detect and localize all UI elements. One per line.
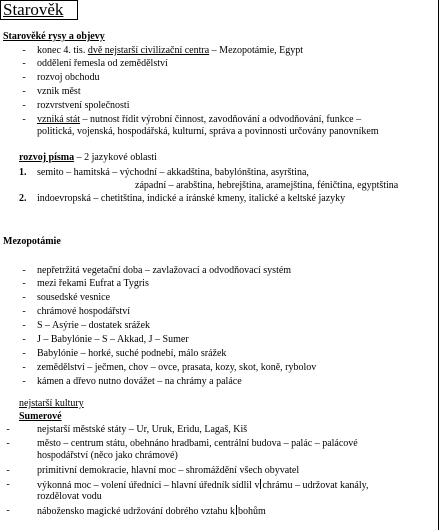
bullet-dash: - <box>22 292 26 303</box>
bullet-dash: - <box>22 278 26 289</box>
list-item: nábožensko magické udržování dobrého vztahu k bohům <box>37 506 266 517</box>
list-item: kámen a dřevo nutno dovážet – na chrámy a paláce <box>37 376 242 387</box>
list-item: J – Babylónie – S – Akkad, J – Sumer <box>37 334 189 345</box>
bullet-dash: - <box>22 72 26 83</box>
list-number: 2. <box>19 193 27 204</box>
list-item: S – Asýrie – dostatek srážek <box>37 320 151 331</box>
list-item: primitivní demokracie, hlavní moc – shromáždění všech obyvatel <box>37 465 300 476</box>
list-item: nejstarší městské státy – Ur, Uruk, Eridu, Lagaš, Kiš <box>37 424 248 435</box>
bullet-dash: - <box>22 100 26 111</box>
list-item-continuation: hospodářství (něco jako chrámové) <box>37 450 178 461</box>
list-item: sousedské vesnice <box>37 292 111 303</box>
text-cursor <box>236 505 237 515</box>
bullet-dash: - <box>22 306 26 317</box>
list-item: nepřetržitá vegetační doba – zavlažovací a odvodňovací systém <box>37 265 292 276</box>
bullet-dash: - <box>22 86 26 97</box>
subsection-heading-nejstarsi-kultury: nejstarší kultury <box>19 398 84 409</box>
subsection-heading-sumerove: Sumerové <box>19 411 62 422</box>
list-item: výkonná moc – volení úředníci – hlavní úředník sídlil v chrámu – udržovat kanály, <box>37 480 369 491</box>
bullet-dash: - <box>6 438 10 449</box>
list-item: chrámové hospodářství <box>37 306 131 317</box>
bullet-dash: - <box>22 348 26 359</box>
bullet-dash: - <box>22 58 26 69</box>
list-item: vznik měst <box>37 86 81 97</box>
bullet-dash: - <box>6 424 10 435</box>
list-item: oddělení řemesla od zemědělství <box>37 58 168 69</box>
list-item: zemědělství – ječmen, chov – ovce, prasata, kozy, skot, koně, rybolov <box>37 362 317 373</box>
list-item: konec 4. tis. dvě nejstarší civilizační centra – Mezopotámie, Egypt <box>37 45 304 56</box>
list-number: 1. <box>19 167 27 178</box>
bullet-dash: - <box>22 362 26 373</box>
paragraph-rozvoj-pisma: rozvoj písma – 2 jazykové oblasti <box>19 152 157 163</box>
bullet-dash: - <box>22 265 26 276</box>
section-heading-starovek-rysy: Starověké rysy a objevy <box>3 31 105 42</box>
document-title: Starověk <box>0 0 78 20</box>
list-item: vzniká stát – nutnost řídit výrobní činnost, zavodňování a odvodňování, funkce – <box>37 114 362 125</box>
bullet-dash: - <box>6 505 10 516</box>
language-group-1-continuation: západní – arabština, hebrejština, aramejština, féničtina, egyptština <box>135 180 399 191</box>
bullet-dash: - <box>22 320 26 331</box>
section-heading-mezopotamie: Mezopotámie <box>3 236 61 247</box>
list-item: rozvrstvení společnosti <box>37 100 130 111</box>
list-item: Babylónie – horké, suché podnebí, málo srážek <box>37 348 227 359</box>
bullet-dash: - <box>22 334 26 345</box>
bullet-dash: - <box>6 465 10 476</box>
list-item-continuation: politická, vojenská, hospodářská, kulturní, správa a povinnosti určovány panovníkem <box>37 126 379 137</box>
list-item: mezi řekami Eufrat a Tygris <box>37 278 149 289</box>
list-item: rozvoj obchodu <box>37 72 100 83</box>
bullet-dash: - <box>22 45 26 56</box>
list-item-continuation: rozdělovat vodu <box>37 491 102 502</box>
bullet-dash: - <box>6 479 10 490</box>
list-item: město – centrum státu, obehnáno hradbami, centrální budova – palác – palácové <box>37 438 358 449</box>
language-group-1: semito – hamitská – východní – akkadština, babylónština, asyrština, <box>37 167 309 178</box>
bullet-dash: - <box>22 114 26 125</box>
bullet-dash: - <box>22 376 26 387</box>
language-group-2: indoevropská – chetitština, indické a íránské kmeny, italické a keltské jazyky <box>37 193 346 204</box>
